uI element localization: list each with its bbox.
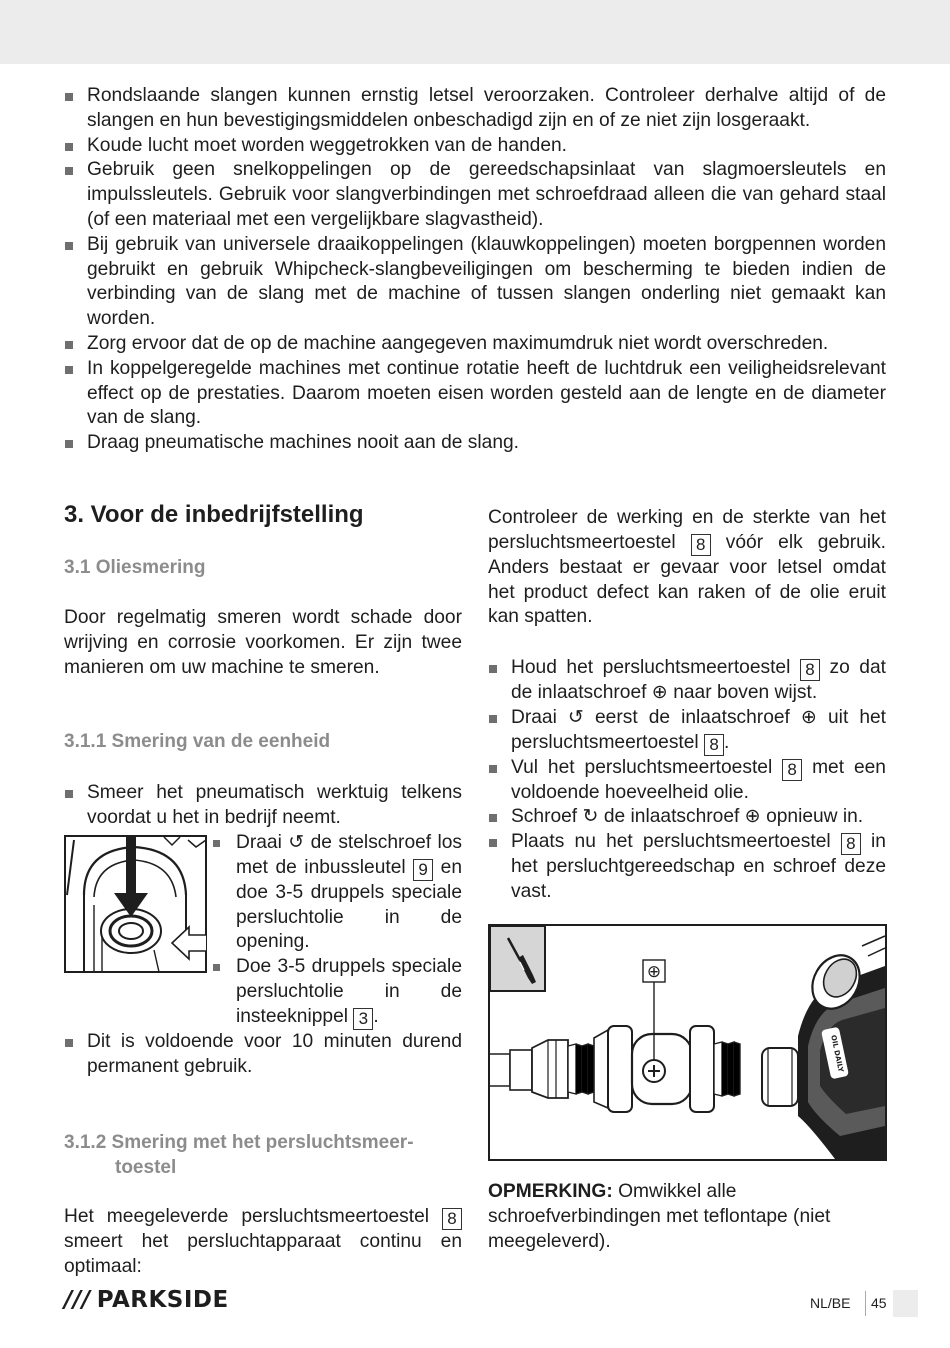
list-item: Dit is voldoende voor 10 minuten durend permanent gebruik. bbox=[64, 1030, 462, 1080]
subsection-title-line: 3.1.2 Smering met het persluchtsmeer- bbox=[64, 1132, 414, 1153]
note-label: OPMERKING: bbox=[488, 1181, 613, 1202]
oil-intro-paragraph: Door regelmatig smeren wordt schade door wrijving en corrosie voorkomen. Er zijn twee manieren om uw machine te smeren. bbox=[64, 607, 462, 678]
list-item: Smeer het pneumatisch werktuig telkens voordat u het in bedrijf neemt. bbox=[64, 781, 462, 831]
step-text: Plaats nu het persluchtsmeertoestel bbox=[511, 831, 831, 853]
tool-label: OIL DAILY bbox=[829, 1034, 845, 1073]
logo-slashes: /// bbox=[64, 1287, 91, 1313]
list-item: Zorg ervoor dat de op de machine aangegeven maximumdruk niet wordt overschreden. bbox=[64, 332, 886, 357]
subsection-title-unit: 3.1.1 Smering van de eenheid bbox=[64, 731, 331, 752]
lubricator-steps-list bbox=[488, 656, 886, 905]
subsection-title-line: toestel bbox=[115, 1157, 177, 1178]
part-reference: 8 bbox=[442, 1208, 462, 1230]
part-reference: 8 bbox=[782, 759, 802, 781]
step-text: Houd het persluchtsmeertoestel bbox=[511, 657, 791, 678]
lubricator-assembly-figure bbox=[488, 924, 887, 1161]
step-text: Vul het persluchtsmeertoestel bbox=[511, 756, 773, 778]
sub-bullet-text: en doe 3-5 druppels speciale persluchtolie in de opening. bbox=[236, 856, 462, 953]
footer-divider bbox=[865, 1291, 866, 1316]
list-item bbox=[488, 830, 886, 905]
step-text: . bbox=[724, 731, 730, 753]
language-code: NL/BE bbox=[810, 1295, 851, 1311]
step-text: in het persluchtgereedschap en schroef deze vast. bbox=[511, 831, 886, 902]
list-item: Koude lucht moet worden weggetrokken van de handen. bbox=[64, 134, 886, 159]
list-item bbox=[488, 656, 886, 706]
subsection-title-oil: 3.1 Oliesmering bbox=[64, 557, 206, 578]
list-item: In koppelgeregelde machines met continue rotatie heeft de luchtdruk een veiligheidsrelevant effect op de prestaties. Daarom moeten eisen worden gesteld aan de lengte en de diameter van de slang. bbox=[64, 357, 886, 431]
paragraph-text: smeert het persluchtapparaat continu en optimaal: bbox=[64, 1231, 462, 1277]
list-item: Gebruik geen snelkoppelingen op de gereedschapsinlaat van slagmoersleutels en impulssleutels. Gebruik voor slangverbindingen met schroefdraad alleen die van gehard staal (of een materiaal met een vergelijkbare slagvastheid). bbox=[64, 158, 886, 232]
brand-logo bbox=[64, 1287, 229, 1313]
lubricator-paragraph bbox=[64, 1205, 462, 1280]
section-title: 3. Voor de inbedrijfstelling bbox=[64, 501, 364, 528]
list-item: Schroef ↻ de inlaatschroef ⊕ opnieuw in. bbox=[488, 805, 886, 830]
unit-sub-bullet-list bbox=[213, 831, 462, 1030]
paragraph-text: Controleer de werking en de sterkte van het persluchtsmeertoestel bbox=[488, 507, 886, 553]
oil-drop-arrow-figure bbox=[64, 835, 207, 973]
list-item bbox=[213, 831, 462, 955]
note-text: Omwikkel alle schroefverbindingen met teflontape (niet meegeleverd). bbox=[488, 1181, 831, 1252]
oil-drop-arrow-svg bbox=[64, 835, 207, 973]
list-item bbox=[213, 955, 462, 1030]
step-text: Draai ↺ eerst de inlaatschroef ⊕ uit het persluchtsmeertoestel bbox=[511, 706, 886, 753]
part-reference: 8 bbox=[841, 833, 861, 855]
subsection-title-lubricator bbox=[64, 1130, 414, 1180]
footer-tab-marker bbox=[893, 1290, 918, 1317]
page-number: 45 bbox=[871, 1295, 887, 1311]
paragraph-text: Het meegeleverde persluchtsmeertoestel bbox=[64, 1206, 430, 1227]
list-item bbox=[488, 706, 886, 756]
part-reference: 9 bbox=[413, 859, 433, 881]
sub-bullet-text: Doe 3-5 druppels speciale persluchtolie in de insteeknippel bbox=[236, 956, 462, 1027]
lubricator-assembly-svg bbox=[490, 926, 885, 1159]
lubricator-check-paragraph bbox=[488, 506, 886, 630]
list-item: Draag pneumatische machines nooit aan de slang. bbox=[64, 431, 886, 456]
page-header-band bbox=[0, 0, 950, 64]
part-reference: 8 bbox=[691, 534, 711, 556]
safety-bullet-list bbox=[64, 84, 886, 456]
step-text: met een voldoende hoeveelheid olie. bbox=[511, 756, 886, 803]
inlet-screw-symbol: ⊕ bbox=[646, 962, 662, 982]
paragraph-text: vóór elk gebruik. Anders bestaat er gevaar voor letsel omdat het product defect kan raken of de olie eruit kan spatten. bbox=[488, 531, 886, 628]
sub-bullet-text: Draai ↺ de stelschroef los met de inbussleutel bbox=[236, 832, 462, 878]
step-text: zo dat de inlaatschroef ⊕ naar boven wijst. bbox=[511, 657, 886, 703]
part-reference: 8 bbox=[704, 734, 724, 756]
list-item: Rondslaande slangen kunnen ernstig letsel veroorzaken. Controleer derhalve altijd of de slangen en hun bevestigingsmiddelen onbeschadigd zijn en of ze niet zijn losgeraakt. bbox=[64, 84, 886, 134]
part-reference: 8 bbox=[800, 659, 820, 681]
list-item: Bij gebruik van universele draaikoppelingen (klauwkoppelingen) moeten borgpennen worden gebruikt en gebruik Whipcheck-slangbeveiligingen om bescherming te bieden indien de verbinding van de slang met de machine of tussen slangen onderling niet gemaakt kan worden. bbox=[64, 233, 886, 332]
note-paragraph bbox=[488, 1180, 886, 1254]
unit-bullet-list-2 bbox=[64, 1030, 462, 1080]
unit-bullet-list-1 bbox=[64, 781, 462, 831]
part-reference: 3 bbox=[353, 1008, 373, 1030]
logo-text: PARKSIDE bbox=[96, 1287, 229, 1313]
list-item bbox=[488, 756, 886, 806]
sub-bullet-text: . bbox=[373, 1005, 379, 1027]
